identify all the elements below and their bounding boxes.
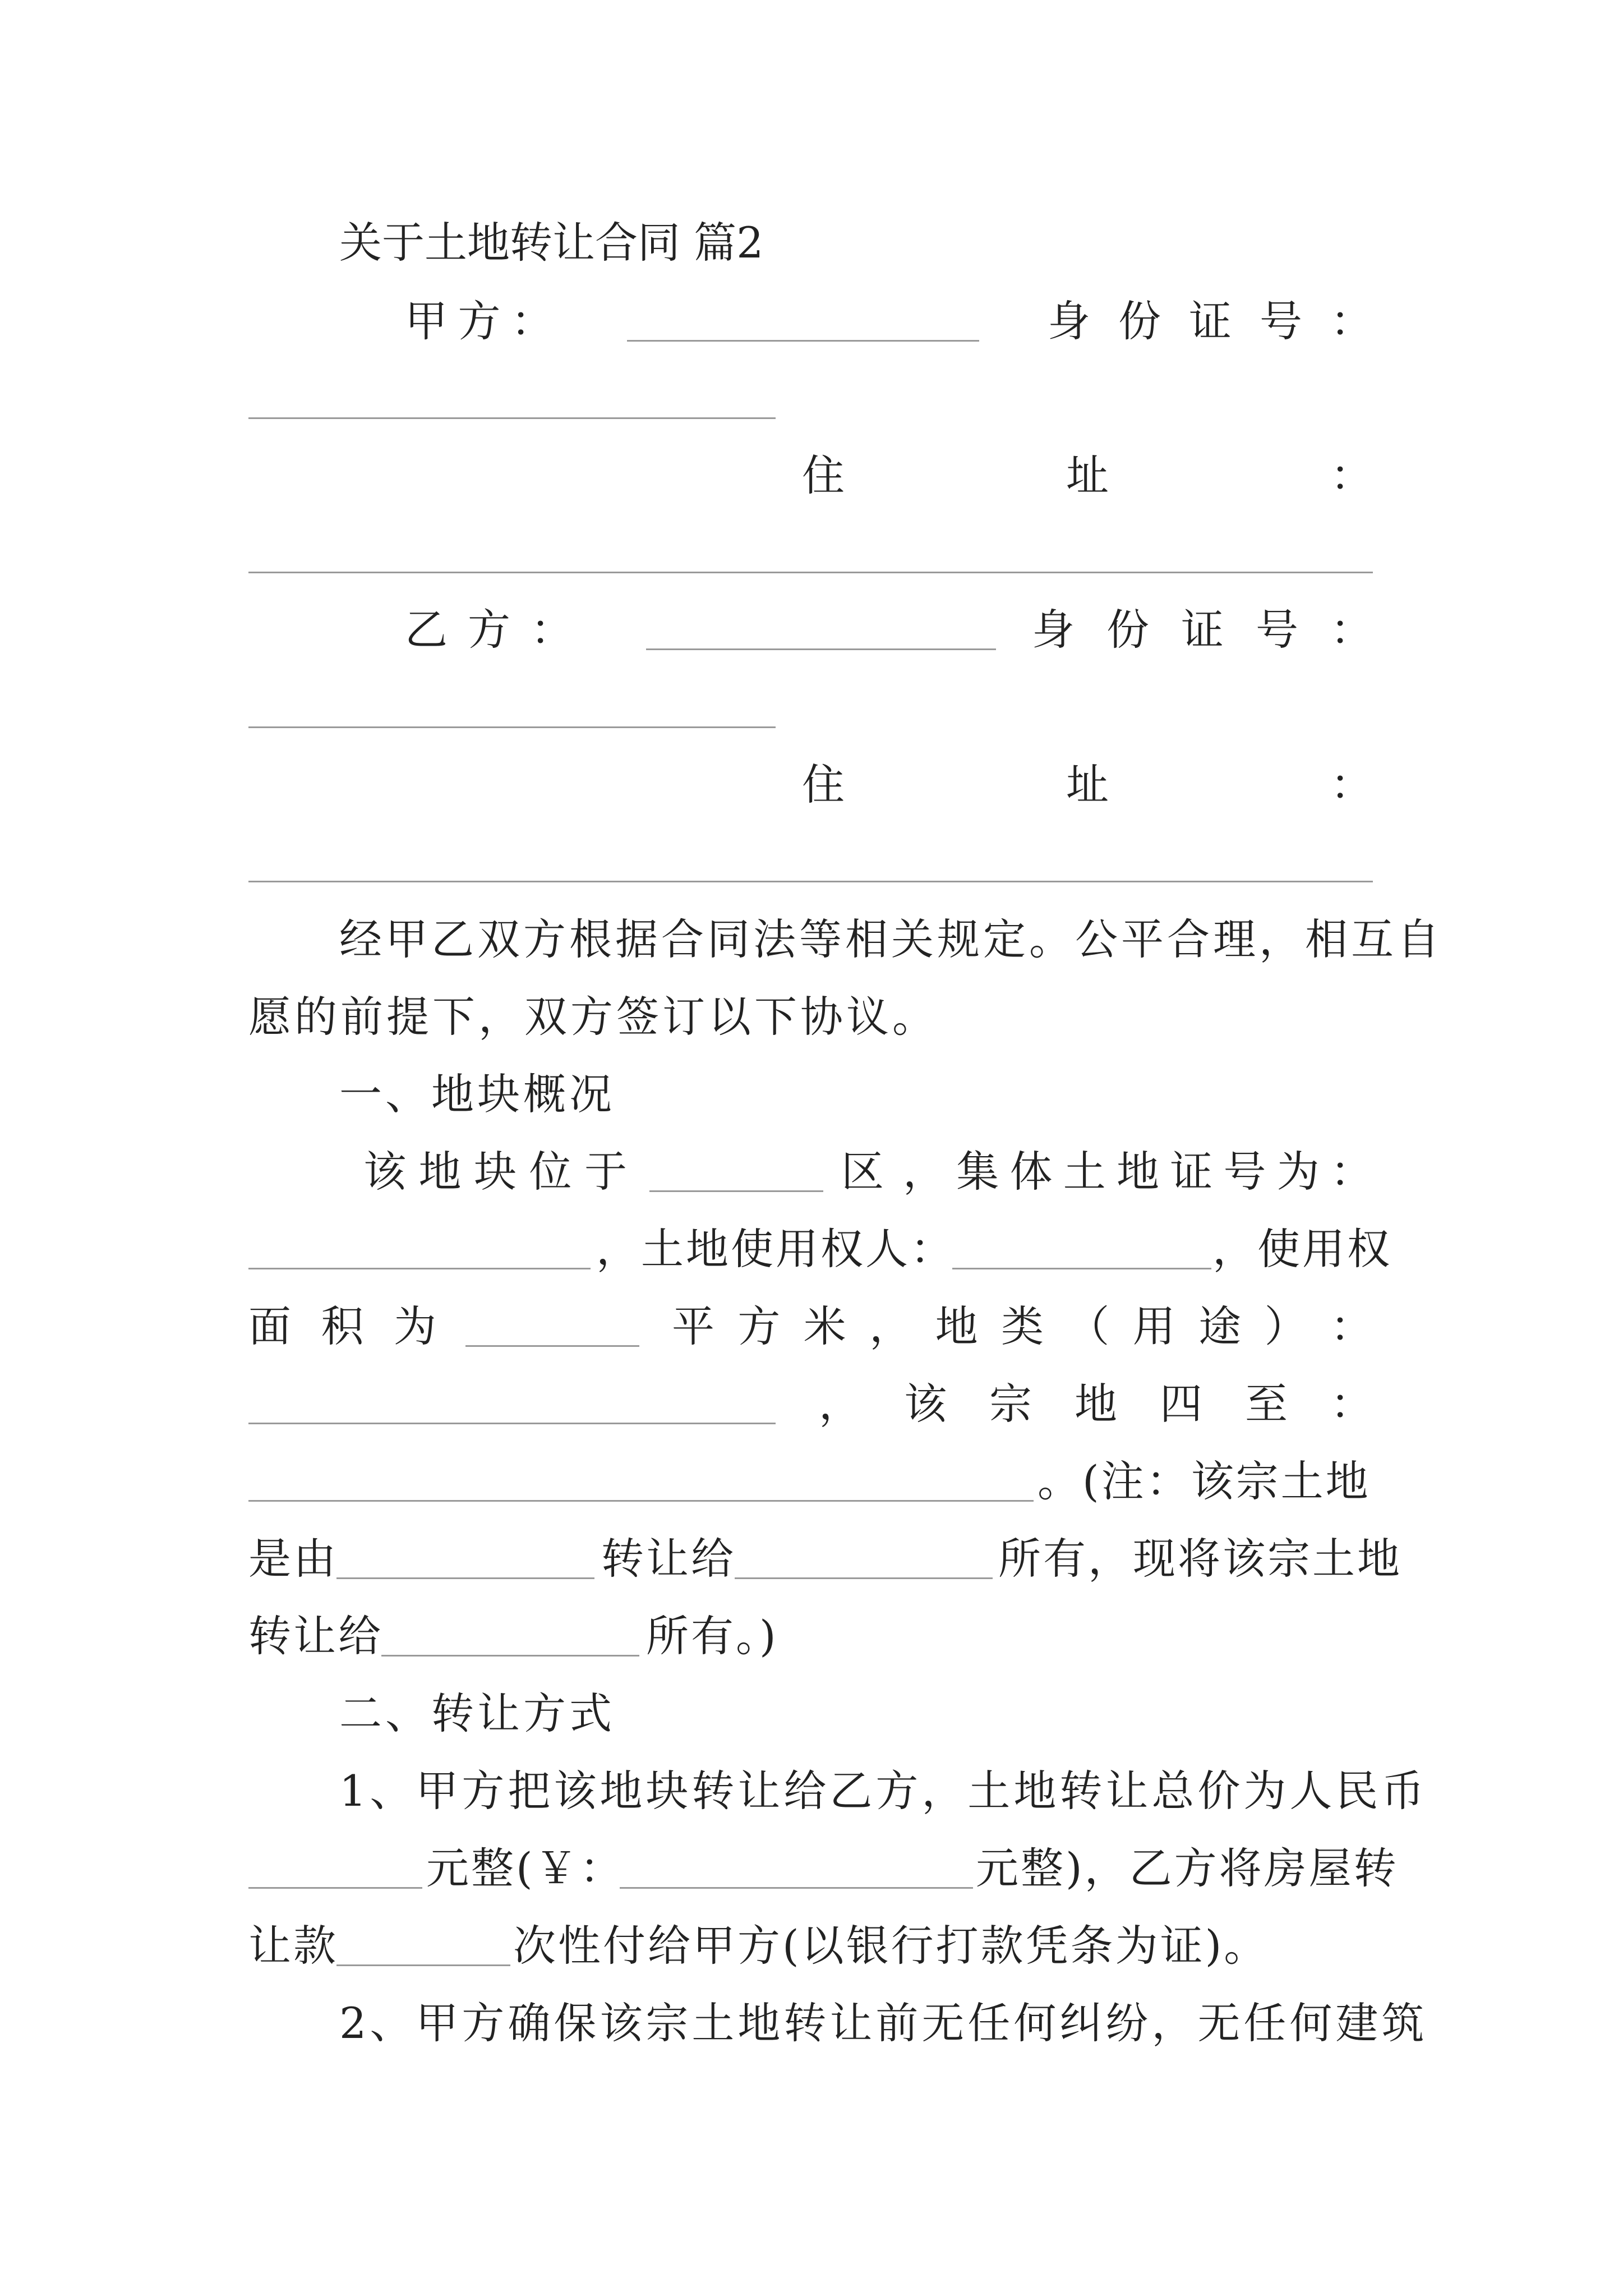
section-1-row-6-b: 转让给	[601, 1534, 736, 1584]
land-certificate-blank[interactable]	[248, 1268, 591, 1269]
price-figure-blank[interactable]	[620, 1887, 973, 1889]
party-a-id-blank[interactable]	[248, 417, 776, 419]
section-1-row-7-b: 所有。)	[646, 1611, 778, 1661]
district-blank[interactable]	[649, 1190, 823, 1192]
section-1-row-2-a: ，土地使用权人：	[596, 1224, 955, 1274]
document-title: 关于土地转让合同 篇2	[339, 218, 764, 268]
area-blank[interactable]	[465, 1345, 639, 1347]
section-2-item-1-line-2-a: 元整(￥：	[426, 1843, 625, 1893]
new-transferee-blank[interactable]	[381, 1655, 639, 1657]
intro-line-2: 愿的前提下，双方签订以下协议。	[248, 992, 938, 1042]
land-use-blank[interactable]	[248, 1423, 776, 1424]
district-label: 区	[841, 1147, 884, 1197]
section-2-item-2-line-1: 2、甲方确保该宗土地转让前无任何纠纷，无任何建筑	[339, 1998, 1428, 2048]
price-words-blank[interactable]	[248, 1887, 422, 1889]
party-a-address-blank[interactable]	[248, 572, 1373, 573]
section-2-item-1-line-3-a: 让款	[248, 1921, 338, 1971]
payment-count-blank[interactable]	[336, 1964, 510, 1966]
previous-transferee-blank[interactable]	[735, 1577, 993, 1579]
section-1-row-6-c: 所有，现将该宗土地	[998, 1534, 1402, 1584]
party-a-label: 甲 方 ：	[405, 296, 554, 346]
party-a-id-label: 身 份 证 号 ：	[1048, 296, 1373, 346]
section-1-heading: 一、地块概况	[339, 1069, 615, 1119]
section-1-row-4-tail: ， 该 宗 地 四 至 ：	[819, 1379, 1373, 1429]
party-b-name-blank[interactable]	[646, 648, 996, 650]
section-2-item-1-line-2-b: 元整)，乙方将房屋转	[976, 1843, 1399, 1893]
party-b-address-label: 住 址 ：	[802, 760, 1373, 809]
section-2-item-1-line-3-b: 次性付给甲方(以银行打款凭条为证)。	[513, 1921, 1269, 1971]
party-b-address-blank[interactable]	[248, 881, 1373, 882]
party-b-label: 乙 方 ：	[405, 605, 573, 655]
section-1-row-7-a: 转让给	[248, 1611, 383, 1661]
section-1-row-5-tail: 。(注：该宗土地	[1038, 1456, 1371, 1506]
section-1-row-3-lead: 面 积 为	[248, 1301, 436, 1351]
section-1-row-3-tail: 平 方 米 ， 地 类 （ 用 途 ） ：	[672, 1301, 1373, 1351]
intro-line-1: 经甲乙双方根据合同法等相关规定。公平合理，相互自	[339, 914, 1443, 964]
party-b-id-blank[interactable]	[248, 726, 776, 728]
section-1-row-2-b: ，使用权	[1212, 1224, 1392, 1274]
party-a-name-blank[interactable]	[627, 340, 979, 342]
boundaries-blank[interactable]	[248, 1500, 1034, 1502]
section-2-item-1-line-1: 1、甲方把该地块转让给乙方，土地转让总价为人民币	[339, 1766, 1428, 1816]
section-1-row-6-a: 是由	[248, 1534, 338, 1584]
section-1-row-1-tail: ， 集 体 土 地 证 号 为 ：	[903, 1147, 1373, 1197]
land-owner-blank[interactable]	[952, 1268, 1211, 1269]
section-2-heading: 二、转让方式	[339, 1688, 615, 1738]
section-1-row-1-lead: 该 地 块 位 于	[363, 1147, 627, 1197]
party-b-id-label: 身 份 证 号 ：	[1032, 605, 1373, 655]
party-a-address-label: 住 址 ：	[802, 450, 1373, 500]
previous-transferor-blank[interactable]	[336, 1577, 594, 1579]
